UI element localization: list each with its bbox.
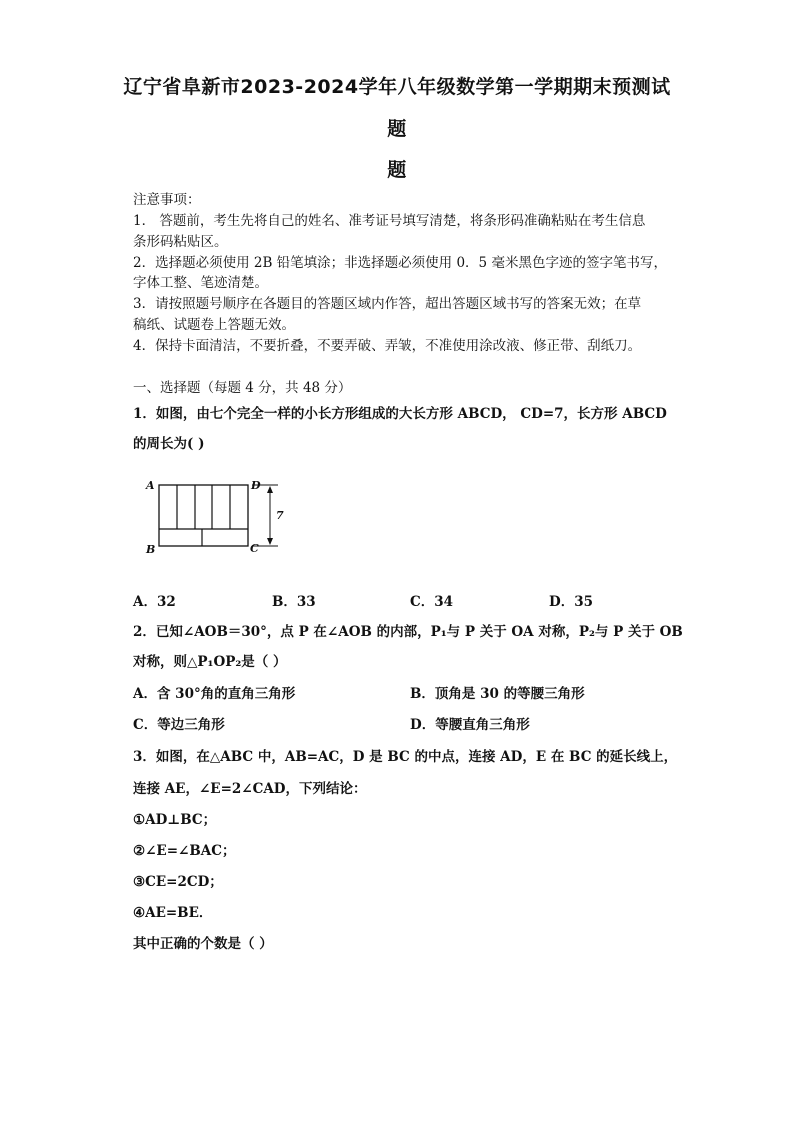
- notice-heading: 注意事项：: [133, 192, 201, 208]
- exam-title-line1: 辽宁省阜新市2023-2024学年八年级数学第一学期期末预测试: [123, 76, 671, 98]
- q2-option-a: A．含 30°角的直角三角形: [133, 686, 296, 702]
- dimension-label: 7: [276, 509, 284, 522]
- q3-conclusion-2: ②∠E=∠BAC；: [133, 843, 236, 859]
- notice-item-2-cont: 字体工整、笔迹清楚。: [133, 275, 268, 291]
- q1-option-a: A．32: [133, 594, 176, 610]
- rectangle-figure: [140, 474, 290, 560]
- notice-item-2: 2．选择题必须使用 2B 铅笔填涂；非选择题必须使用 0．5 毫米黑色字迹的签字笔书写，: [133, 255, 667, 271]
- question-3-stem: 3．如图，在△ABC 中，AB=AC，D 是 BC 的中点，连接 AD，E 在 BC 的延长线上，: [133, 749, 678, 765]
- q3-conclusion-1: ①AD⊥BC；: [133, 812, 217, 828]
- question-3-stem-cont: 连接 AE，∠E=2∠CAD，下列结论：: [133, 781, 367, 797]
- question-1-stem-cont: 的周长为( ): [133, 436, 205, 452]
- q3-question: 其中正确的个数是（ ）: [133, 936, 273, 952]
- q2-option-d: D．等腰直角三角形: [410, 717, 530, 733]
- question-2-stem-cont: 对称，则△P₁OP₂是（ ）: [133, 654, 287, 670]
- notice-item-3: 3．请按照题号顺序在各题目的答题区域内作答，超出答题区域书写的答案无效；在草: [133, 296, 642, 312]
- section-heading: 一、选择题（每题 4 分，共 48 分）: [133, 380, 352, 396]
- notice-item-1: 1． 答题前，考生先将自己的姓名、准考证号填写清楚，将条形码准确粘贴在考生信息: [133, 213, 646, 229]
- vertex-label-a: A: [146, 479, 155, 492]
- vertex-label-d: D: [251, 479, 261, 492]
- q1-option-c: C．34: [410, 594, 454, 610]
- vertex-label-c: C: [250, 542, 259, 555]
- dimension-arrow-bottom: [267, 538, 273, 545]
- exam-title-line2: 题: [387, 118, 407, 140]
- dimension-arrow-top: [267, 486, 273, 493]
- exam-title-line3: 题: [387, 159, 407, 181]
- question-2-stem: 2．已知∠AOB＝30°，点 P 在∠AOB 的内部，P₁与 P 关于 OA 对称，P₂与 P 关于 OB: [133, 624, 683, 640]
- q2-option-b: B．顶角是 30 的等腰三角形: [410, 686, 585, 702]
- q1-option-b: B．33: [272, 594, 316, 610]
- notice-item-4: 4．保持卡面清洁，不要折叠，不要弄破、弄皱，不准使用涂改液、修正带、刮纸刀。: [133, 338, 642, 354]
- rectangle-abcd: [159, 485, 248, 546]
- q1-option-d: D．35: [549, 594, 593, 610]
- q3-conclusion-4: ④AE=BE．: [133, 905, 213, 921]
- question-1-stem: 1．如图，由七个完全一样的小长方形组成的大长方形 ABCD， CD=7，长方形 ABCD: [133, 406, 667, 422]
- q2-option-c: C．等边三角形: [133, 717, 225, 733]
- notice-item-1-cont: 条形码粘贴区。: [133, 234, 228, 250]
- notice-item-3-cont: 稿纸、试题卷上答题无效。: [133, 317, 295, 333]
- q3-conclusion-3: ③CE=2CD；: [133, 874, 223, 890]
- vertex-label-b: B: [146, 543, 156, 556]
